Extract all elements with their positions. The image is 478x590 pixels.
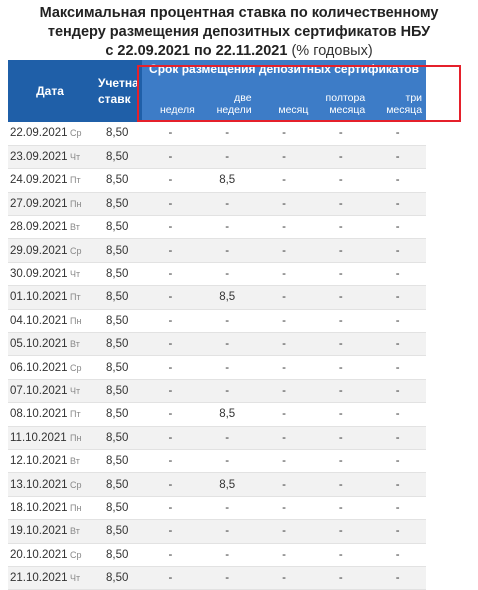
- rates-table-container: [8, 60, 426, 585]
- header-term-line-2: месяца: [329, 104, 366, 116]
- cell-date: 27.09.2021: [8, 192, 68, 215]
- cell-term-rate: -: [199, 122, 256, 145]
- cell-term-rate: -: [256, 192, 313, 215]
- cell-term-rate: -: [369, 309, 426, 332]
- table-row: [8, 449, 426, 472]
- cell-discount-rate: 8,50: [92, 192, 142, 215]
- cell-term-rate: -: [256, 333, 313, 356]
- cell-term-rate: -: [142, 379, 199, 402]
- cell-term-rate: -: [256, 122, 313, 145]
- cell-date: 04.10.2021: [8, 309, 68, 332]
- cell-term-rate: -: [369, 262, 426, 285]
- title-unit: (% годовых): [291, 43, 373, 59]
- header-term-2[interactable]: [256, 78, 313, 122]
- cell-discount-rate: 8,50: [92, 169, 142, 192]
- title-period: с 22.09.2021 по 22.11.2021: [105, 43, 288, 59]
- cell-term-rate: -: [142, 426, 199, 449]
- cell-weekday: Вт: [68, 216, 92, 239]
- cell-term-rate: -: [256, 520, 313, 543]
- title-line-1: Максимальная процентная ставка по количественному: [39, 5, 439, 21]
- header-date[interactable]: Дата: [8, 60, 92, 122]
- page-title: [0, 4, 478, 61]
- cell-term-rate: -: [312, 379, 369, 402]
- cell-term-rate: -: [142, 239, 199, 262]
- cell-date: 11.10.2021: [8, 426, 68, 449]
- cell-date: 21.10.2021: [8, 566, 68, 589]
- cell-term-rate: -: [312, 520, 369, 543]
- header-term-4[interactable]: [369, 78, 426, 122]
- cell-discount-rate: 8,50: [92, 262, 142, 285]
- cell-term-rate: -: [256, 379, 313, 402]
- table-row: [8, 192, 426, 215]
- cell-term-rate: 8,5: [199, 286, 256, 309]
- cell-term-rate: -: [369, 122, 426, 145]
- cell-term-rate: -: [199, 449, 256, 472]
- cell-term-rate: -: [142, 473, 199, 496]
- cell-discount-rate: 8,50: [92, 403, 142, 426]
- cell-discount-rate: 8,50: [92, 122, 142, 145]
- cell-date: 08.10.2021: [8, 403, 68, 426]
- cell-term-rate: 8,5: [199, 473, 256, 496]
- cell-weekday: Пн: [68, 426, 92, 449]
- cell-term-rate: -: [142, 543, 199, 566]
- cell-term-rate: -: [369, 473, 426, 496]
- cell-date: 13.10.2021: [8, 473, 68, 496]
- cell-term-rate: -: [199, 239, 256, 262]
- header-term-3[interactable]: [312, 78, 369, 122]
- table-row: [8, 403, 426, 426]
- cell-term-rate: -: [369, 286, 426, 309]
- cell-term-rate: -: [142, 192, 199, 215]
- cell-term-rate: -: [369, 216, 426, 239]
- cell-term-rate: -: [256, 169, 313, 192]
- cell-term-rate: -: [256, 262, 313, 285]
- cell-term-rate: 8,5: [199, 403, 256, 426]
- cell-term-rate: -: [199, 356, 256, 379]
- cell-term-rate: -: [256, 566, 313, 589]
- cell-term-rate: -: [142, 356, 199, 379]
- table-row: [8, 122, 426, 145]
- cell-discount-rate: 8,50: [92, 426, 142, 449]
- cell-date: 29.09.2021: [8, 239, 68, 262]
- cell-term-rate: -: [369, 379, 426, 402]
- cell-term-rate: -: [256, 496, 313, 519]
- cell-date: 24.09.2021: [8, 169, 68, 192]
- table-row: [8, 356, 426, 379]
- cell-discount-rate: 8,50: [92, 449, 142, 472]
- cell-term-rate: -: [369, 566, 426, 589]
- cell-term-rate: -: [256, 473, 313, 496]
- cell-weekday: Ср: [68, 356, 92, 379]
- cell-date: 07.10.2021: [8, 379, 68, 402]
- table-header: [8, 60, 426, 122]
- cell-date: 18.10.2021: [8, 496, 68, 519]
- cell-weekday: Пт: [68, 286, 92, 309]
- header-term-line-1: месяц: [278, 104, 309, 116]
- cell-term-rate: -: [369, 543, 426, 566]
- cell-discount-rate: 8,50: [92, 309, 142, 332]
- cell-term-rate: -: [312, 426, 369, 449]
- cell-term-rate: -: [312, 145, 369, 168]
- cell-term-rate: -: [312, 216, 369, 239]
- cell-term-rate: -: [199, 543, 256, 566]
- cell-weekday: Пн: [68, 496, 92, 519]
- cell-discount-rate: 8,50: [92, 239, 142, 262]
- cell-term-rate: -: [142, 333, 199, 356]
- table-row: [8, 239, 426, 262]
- cell-term-rate: -: [256, 449, 313, 472]
- cell-term-rate: -: [199, 192, 256, 215]
- rates-table: [8, 60, 426, 590]
- cell-term-rate: -: [142, 145, 199, 168]
- table-row: [8, 496, 426, 519]
- header-term-line-1: три: [405, 92, 423, 104]
- cell-discount-rate: 8,50: [92, 473, 142, 496]
- cell-term-rate: -: [369, 449, 426, 472]
- cell-term-rate: -: [199, 216, 256, 239]
- header-term-0[interactable]: [142, 78, 199, 122]
- cell-term-rate: -: [142, 122, 199, 145]
- cell-date: 20.10.2021: [8, 543, 68, 566]
- cell-term-rate: -: [369, 496, 426, 519]
- cell-weekday: Ср: [68, 122, 92, 145]
- header-term-line-2: месяца: [386, 104, 423, 116]
- cell-weekday: Чт: [68, 262, 92, 285]
- cell-term-rate: -: [142, 286, 199, 309]
- cell-term-rate: -: [256, 356, 313, 379]
- cell-term-rate: -: [256, 403, 313, 426]
- cell-weekday: Пн: [68, 192, 92, 215]
- cell-term-rate: -: [312, 356, 369, 379]
- cell-discount-rate: 8,50: [92, 356, 142, 379]
- cell-discount-rate: 8,50: [92, 216, 142, 239]
- header-term-line-1: неделя: [159, 104, 195, 116]
- cell-term-rate: -: [199, 145, 256, 168]
- cell-weekday: Вт: [68, 520, 92, 543]
- table-row: [8, 566, 426, 589]
- cell-weekday: Чт: [68, 566, 92, 589]
- cell-term-rate: -: [312, 192, 369, 215]
- table-row: [8, 543, 426, 566]
- cell-discount-rate: 8,50: [92, 379, 142, 402]
- cell-weekday: Пт: [68, 403, 92, 426]
- cell-weekday: Ср: [68, 543, 92, 566]
- cell-date: 01.10.2021: [8, 286, 68, 309]
- table-row: [8, 169, 426, 192]
- table-row: [8, 216, 426, 239]
- header-rate-line-2: ставк: [98, 92, 131, 106]
- cell-discount-rate: 8,50: [92, 286, 142, 309]
- cell-term-rate: -: [199, 426, 256, 449]
- header-rate-line-1: Учетна: [98, 76, 139, 90]
- table-row: [8, 379, 426, 402]
- cell-term-rate: -: [312, 309, 369, 332]
- cell-weekday: Чт: [68, 379, 92, 402]
- cell-date: 05.10.2021: [8, 333, 68, 356]
- table-row: [8, 426, 426, 449]
- cell-term-rate: -: [256, 145, 313, 168]
- header-term-line-2: недели: [216, 104, 252, 116]
- cell-term-rate: -: [312, 333, 369, 356]
- header-term-line-1: полтора: [325, 92, 366, 104]
- cell-date: 22.09.2021: [8, 122, 68, 145]
- table-row: [8, 145, 426, 168]
- cell-term-rate: -: [312, 449, 369, 472]
- cell-term-rate: -: [142, 496, 199, 519]
- cell-weekday: Пт: [68, 169, 92, 192]
- cell-discount-rate: 8,50: [92, 566, 142, 589]
- cell-term-rate: -: [256, 286, 313, 309]
- cell-date: 28.09.2021: [8, 216, 68, 239]
- cell-weekday: Вт: [68, 449, 92, 472]
- cell-discount-rate: 8,50: [92, 543, 142, 566]
- cell-term-rate: -: [142, 169, 199, 192]
- cell-term-rate: -: [142, 566, 199, 589]
- table-row: [8, 333, 426, 356]
- cell-date: 19.10.2021: [8, 520, 68, 543]
- table-body: [8, 122, 426, 590]
- cell-weekday: Пн: [68, 309, 92, 332]
- table-row: [8, 286, 426, 309]
- cell-term-rate: -: [312, 473, 369, 496]
- cell-term-rate: -: [312, 122, 369, 145]
- cell-term-rate: -: [369, 145, 426, 168]
- table-row: [8, 309, 426, 332]
- cell-term-rate: 8,5: [199, 169, 256, 192]
- cell-term-rate: -: [369, 192, 426, 215]
- cell-term-rate: -: [256, 426, 313, 449]
- table-row: [8, 262, 426, 285]
- cell-term-rate: -: [256, 309, 313, 332]
- title-line-2: тендеру размещения депозитных сертификатов НБУ: [47, 24, 431, 40]
- cell-term-rate: -: [199, 309, 256, 332]
- cell-term-rate: -: [142, 216, 199, 239]
- cell-term-rate: -: [199, 496, 256, 519]
- cell-term-rate: -: [199, 333, 256, 356]
- header-term-1[interactable]: [199, 78, 256, 122]
- cell-weekday: Ср: [68, 239, 92, 262]
- cell-term-rate: -: [369, 403, 426, 426]
- cell-term-rate: -: [142, 262, 199, 285]
- cell-term-rate: -: [199, 379, 256, 402]
- header-discount-rate[interactable]: [92, 60, 142, 122]
- cell-term-rate: -: [142, 449, 199, 472]
- cell-term-rate: -: [142, 403, 199, 426]
- table-row: [8, 520, 426, 543]
- table-row: [8, 473, 426, 496]
- cell-discount-rate: 8,50: [92, 145, 142, 168]
- cell-term-rate: -: [142, 520, 199, 543]
- cell-term-rate: -: [312, 566, 369, 589]
- cell-date: 12.10.2021: [8, 449, 68, 472]
- title-line-3: [0, 42, 478, 61]
- cell-weekday: Вт: [68, 333, 92, 356]
- cell-date: 23.09.2021: [8, 145, 68, 168]
- cell-term-rate: -: [199, 262, 256, 285]
- cell-term-rate: -: [142, 309, 199, 332]
- cell-term-rate: -: [199, 566, 256, 589]
- cell-term-rate: -: [312, 543, 369, 566]
- cell-term-rate: -: [369, 426, 426, 449]
- header-term-group: Срок размещения депозитных сертификатов: [142, 60, 426, 78]
- cell-term-rate: -: [312, 239, 369, 262]
- cell-term-rate: -: [369, 169, 426, 192]
- cell-term-rate: -: [369, 356, 426, 379]
- header-term-line-1: две: [234, 92, 252, 104]
- cell-term-rate: -: [199, 520, 256, 543]
- cell-weekday: Чт: [68, 145, 92, 168]
- cell-weekday: Ср: [68, 473, 92, 496]
- cell-term-rate: -: [369, 520, 426, 543]
- cell-term-rate: -: [256, 543, 313, 566]
- cell-date: 06.10.2021: [8, 356, 68, 379]
- cell-term-rate: -: [312, 286, 369, 309]
- cell-date: 30.09.2021: [8, 262, 68, 285]
- cell-discount-rate: 8,50: [92, 333, 142, 356]
- cell-term-rate: -: [312, 496, 369, 519]
- cell-term-rate: -: [256, 239, 313, 262]
- cell-discount-rate: 8,50: [92, 496, 142, 519]
- cell-term-rate: -: [312, 403, 369, 426]
- cell-term-rate: -: [369, 239, 426, 262]
- cell-discount-rate: 8,50: [92, 520, 142, 543]
- cell-term-rate: -: [369, 333, 426, 356]
- cell-term-rate: -: [312, 262, 369, 285]
- cell-term-rate: -: [256, 216, 313, 239]
- cell-term-rate: -: [312, 169, 369, 192]
